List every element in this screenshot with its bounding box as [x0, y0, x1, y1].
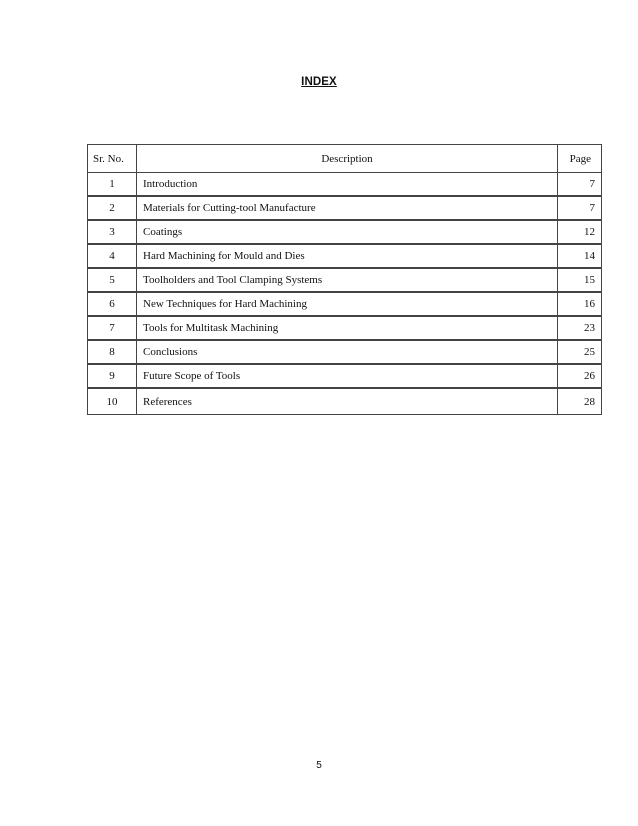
row-sr-no: 3: [88, 221, 137, 245]
table-header-row: [88, 145, 602, 173]
index-title: INDEX: [301, 76, 337, 88]
table-row: [88, 197, 602, 221]
row-sr-no: 1: [88, 173, 137, 197]
row-page: 23: [558, 317, 602, 341]
row-description: Introduction: [137, 173, 558, 197]
table-row: [88, 365, 602, 389]
row-page: 16: [558, 293, 602, 317]
page-number: 5: [316, 760, 322, 771]
row-sr-no: 8: [88, 341, 137, 365]
index-table: [87, 144, 602, 415]
row-page: 15: [558, 269, 602, 293]
row-description: Future Scope of Tools: [137, 365, 558, 389]
row-sr-no: 5: [88, 269, 137, 293]
row-page: 7: [558, 197, 602, 221]
row-description: References: [137, 389, 558, 415]
row-page: 26: [558, 365, 602, 389]
table-row: [88, 173, 602, 197]
row-description: Toolholders and Tool Clamping Systems: [137, 269, 558, 293]
row-page: 12: [558, 221, 602, 245]
header-description: Description: [137, 145, 558, 173]
row-page: 14: [558, 245, 602, 269]
row-description: New Techniques for Hard Machining: [137, 293, 558, 317]
table-row: [88, 293, 602, 317]
row-page: 7: [558, 173, 602, 197]
row-description: Coatings: [137, 221, 558, 245]
table-row: [88, 269, 602, 293]
table-row: [88, 341, 602, 365]
row-description: Materials for Cutting-tool Manufacture: [137, 197, 558, 221]
row-description: Hard Machining for Mould and Dies: [137, 245, 558, 269]
row-sr-no: 2: [88, 197, 137, 221]
row-description: Conclusions: [137, 341, 558, 365]
row-description: Tools for Multitask Machining: [137, 317, 558, 341]
row-sr-no: 10: [88, 389, 137, 415]
header-page: Page: [558, 145, 602, 173]
row-page: 28: [558, 389, 602, 415]
row-page: 25: [558, 341, 602, 365]
row-sr-no: 7: [88, 317, 137, 341]
table-row: [88, 245, 602, 269]
row-sr-no: 4: [88, 245, 137, 269]
row-sr-no: 6: [88, 293, 137, 317]
header-sr-no: Sr. No.: [88, 145, 137, 173]
row-sr-no: 9: [88, 365, 137, 389]
table-row: [88, 221, 602, 245]
table-row: [88, 317, 602, 341]
table-row: [88, 389, 602, 415]
